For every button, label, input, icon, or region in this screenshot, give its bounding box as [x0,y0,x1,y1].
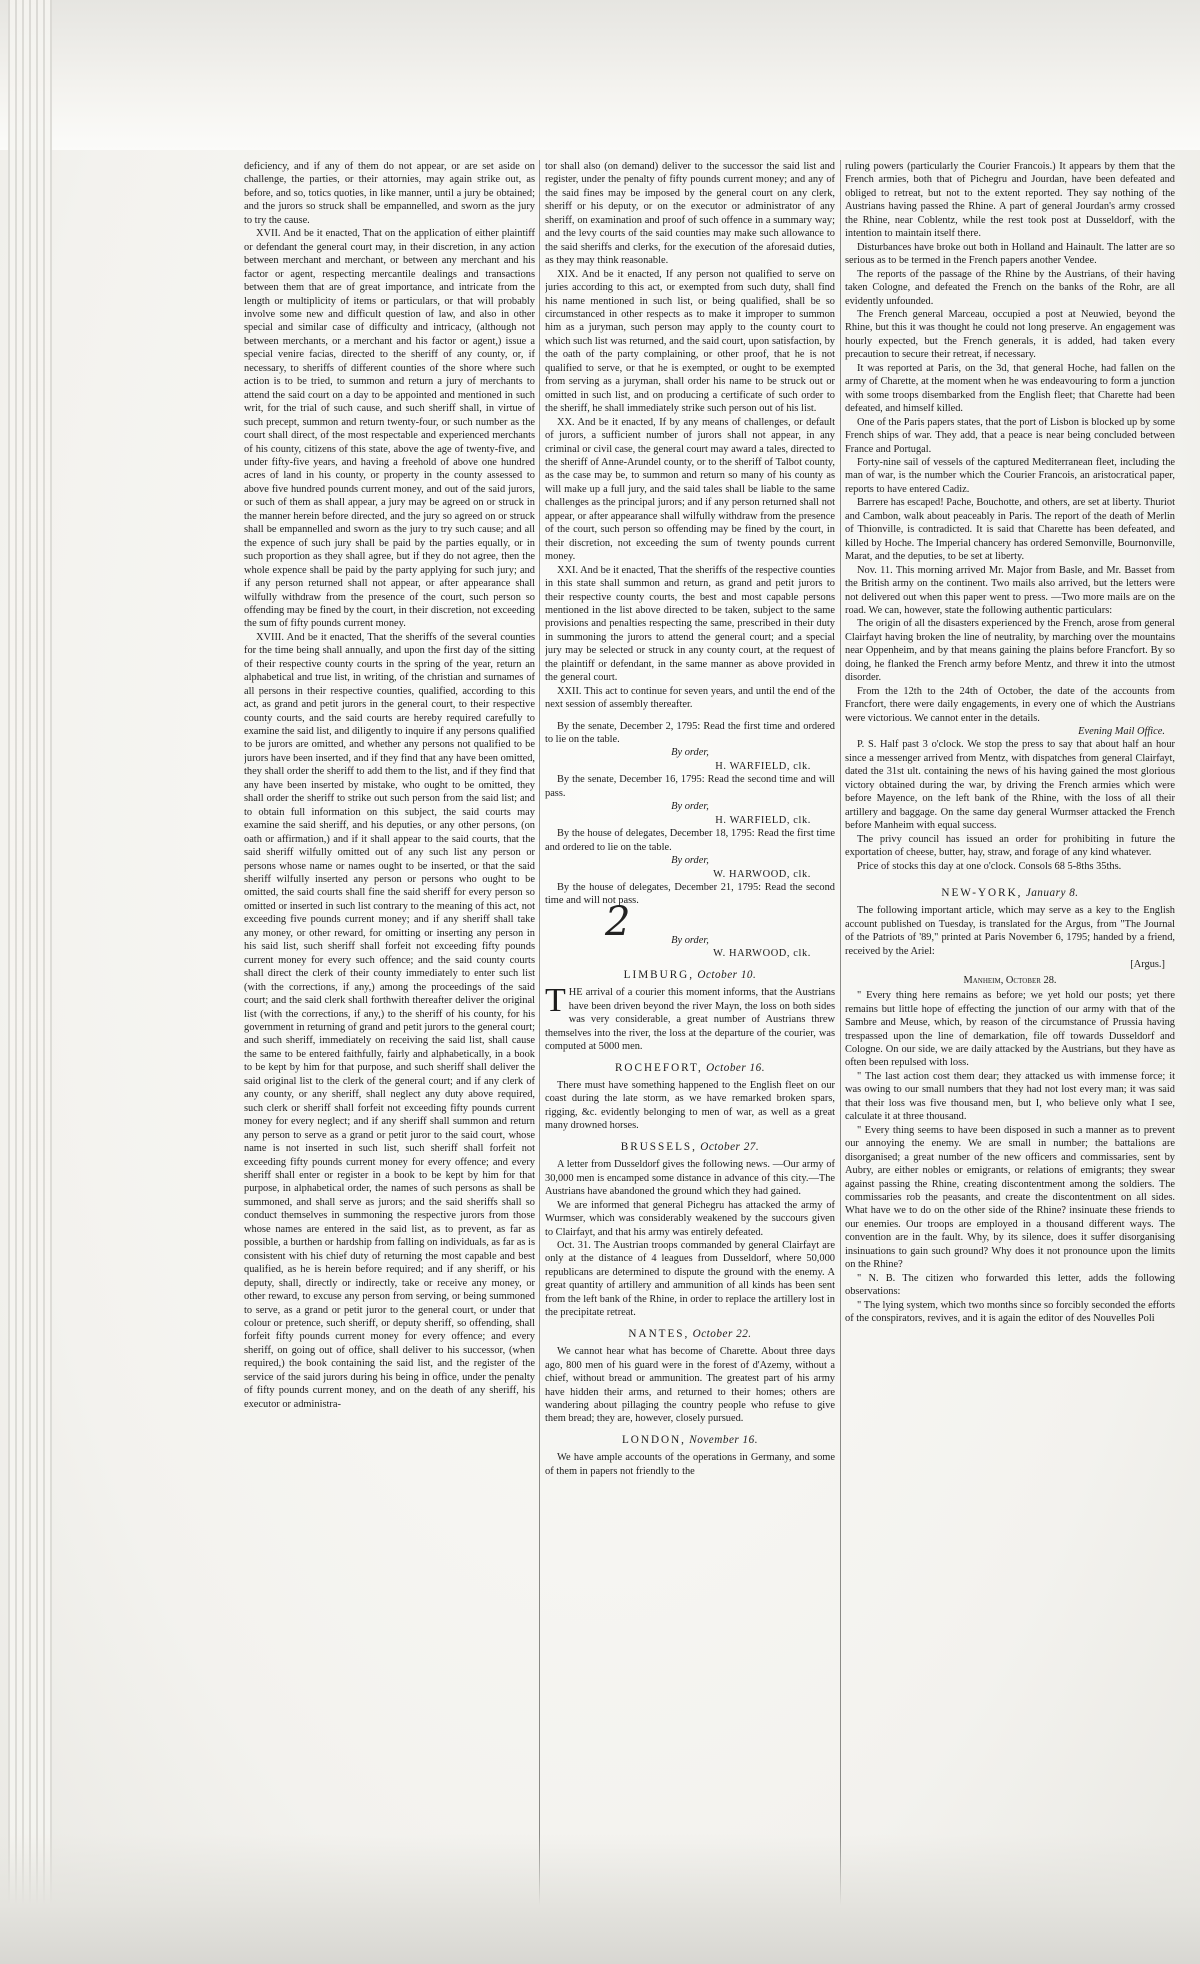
house-reading-2: By the house of delegates, December 21, 1795: Read the second time and will not pass. [545,882,835,907]
dateline-manheim: Manheim, October 28. [963,974,1057,986]
scan-bottom-shadow [0,1834,1200,1964]
paragraph: The origin of all the disasters experienced by the French, arose from general Clairfayt having broken the line of neutrality, by marching over the mountains near Oppenheim, and by that means gaining the plains before Francfort. By so doing, he flanked the French army before Mentz, and threw it into the utmost disorder. [845,618,1175,684]
evening-mail-office: Evening Mail Office. [1078,726,1165,738]
handwritten-page-number: 2 [605,898,631,945]
column-3 [845,160,1175,1950]
act-section-xxii: XXII. This act to continue for seven years, and until the end of the next session of assembly thereafter. [545,685,835,711]
news-item-london: We have ample accounts of the operations in Germany, and some of them in papers not friendly to the [545,1452,835,1477]
news-item-nantes: We cannot hear what has become of Charette. About three days ago, 800 men of his guard were in the forest of d'Azemy, without a chief, without bread or ammunition. The greatest part of his army have hidden their arms, and returned to their homes; others are wandering about pillaging the country people who refuse to give them bread; they are, however, closely pursued. [545,1346,835,1425]
paragraph: ruling powers (particularly the Courier Francois.) It appears by them that the French armies, both that of Pichegru and Jourdan, have been defeated and obliged to retreat, but not to the extent reported. They say nothing of the Austrians having passed the Rhine. A part of general Jourdan's army crossed the Rhine, near Coblentz, while the rest took post at Dusseldorf, with the intention to maintain itself there. [845,161,1175,240]
news-item-brussels: A letter from Dusseldorf gives the following news. —Our army of 30,000 men is encamped some distance in advance of this city.—The Austrians have abandoned the ground which they had gained. [545,1159,835,1198]
news-item-limburg: THE arrival of a courier this moment informs, that the Austrians have been driven beyond the river Mayn, the loss on both sides was very considerable, a great number of Austrians threw themselves into the river, the loss at the departure of the courier, was computed at 5000 men. [545,982,835,1053]
dateline-rochefort: ROCHEFORT, October 16. [614,1061,766,1074]
by-order: By order, [671,934,709,946]
clerk-signature: H. WARFIELD, clk. [715,814,811,826]
news-item-rochefort: There must have something happened to the English fleet on our coast during the late storm, as we have remarked broken spars, rigging, &c. evidently belonging to men of war, as well as a great many drowned horses. [545,1080,835,1132]
act-section-xix: XIX. And be it enacted, If any person not qualified to serve on juries according to this act, or exempted from such duty, shall find his name mentioned in such list, or being qualified, shall be so circumstanced in other respects as to make it improper to summon him as a juryman, such person may apply to the county court to which such list was returned, and the said court, upon satisfaction, by the oath of the party complaining, or other proof, that he is not qualified to serve, or that he is exempted, or ought to be exempted from serving as a juryman, shall order his name to be struck out or omitted in such list, and on producing a certificate of such order to the sheriff, he shall immediately strike such person out of his list. [545,268,835,415]
dateline-new-york: NEW-YORK, January 8. [941,887,1079,900]
paragraph: " The lying system, which two months since so forcibly seconded the efforts of the conspirators, revives, and it is again the editor of des Nouvelles Poli [845,1299,1175,1325]
dateline-limburg: LIMBURG, October 10. [623,968,757,981]
paragraph: " Every thing seems to have been disposed in such a manner as to prevent our annoying the enemy. We are small in number; the battalions are disorganised; a great number of the new officers and commissaries, sent by Aubry, are either nobles or emigrants, or relations of emigrants; they swear against passing the Rhine, creating discontentment among the soldiers. The commissaries rob the peasants, and create the discontentment on all sides. What have we to do on the other side of the Rhine? insinuate these friends to our enemies. Our troops are employed in a thousand different ways. The convention are in the fault. Why, by its silence, does it suffer disorganising insinuations to gain such ground? Why does it not pronounce upon the limits on the Rhine? [845,1124,1175,1271]
paragraph: From the 12th to the 24th of October, the date of the accounts from Francfort, there were daily engagements, in every one of which the Austrians were victorious. We cannot enter in the details. [845,685,1175,724]
paragraph: tor shall also (on demand) deliver to the successor the said list and register, under the penalty of fifty pounds current money; and any of the said fines may be imposed by the general court on any clerk, sheriff or his deputy, or on the executor or administrator of any sheriff, on examination and proof of such offence in a summary way; and the levy courts of the said counties may make such allowance to the said sheriffs and clerks, for the execution of the aforesaid duties, as they may think reasonable. [545,161,835,267]
act-section-xviii: XVIII. And be it enacted, That the sheriffs of the several counties for the time being shall annually, and upon the first day of the sitting of their respective county courts in the spring of the year, return an alphabetical and true list, in writing, of the christian and surnames of all persons in their respective counties, qualified, according to this act, as grand and petit jurors in the general court, to their respective county courts, and the said courts are hereby required carefully to examine the said list, and diligently to inquire if any persons qualified to be jurors are omitted, and whether any persons not qualified to be jurors have been inserted, and if they find that any have been omitted, they shall order the sheriff to add them to the list, and if they find that any have been inserted by mistake, who ought to be omitted, they shall order the sheriff to strike out such person from the said list; and to obtain full information on this subject, the said courts may examine the said sheriff, and his deputies, or any other persons, (on oath or affirmation,) and if it shall appear to the said courts, that the said sheriff wilfully omitted out of any such list any person or persons whose name or names ought to be inserted, or that the said sheriff wilfully inserted any person or persons who ought to be omitted, the said courts shall fine the said sheriff for every person so omitted or inserted in such list contrary to the meaning of this act, not exceeding five pounds current money; and if any sheriff shall take any money, or other reward, for omitting or inserting any person in his said list, such sheriff shall forfeit not exceeding fifty pounds current money for every such offence; and the said county courts shall direct the clerk of their county immediately to enter such list (with the corrections, if any,) among the proceedings of the said court; and the said clerk shall forthwith thereafter deliver the original list (with the corrections, if any,) to the sheriff of his county, for his government in returning of grand and petit jurors to the general court; and such sheriff, immediately on receiving the said list, shall cause the same to be entered faithfully, fairly and alphabetically, in a book to be kept by him for that purpose, and such sheriff shall deliver the said original list to the clerk of the general court; and if any clerk of any county, or any sheriff, shall neglect any duty above required, such clerk or sheriff shall forfeit not exceeding fifty pounds current money for every neglect; and if any sheriff shall summon and return any person to serve as a grand or petit juror to the said court, whose name is not inserted in such list, such sheriff shall forfeit not exceeding fifty pounds current money for every offence; and every sheriff shall enter or register in a book to be kept by him for that purpose, in alphabetical order, the names of such persons as shall be summoned, and shall serve as jurors; and the said sheriffs shall so conduct themselves in summoning the respective jurors from those whose names are entered in the said list, as to prevent, as far as possible, a burthen or hardship from falling on individuals, as far as is consistent with his chief duty of returning the most capable and best qualified, as he is herein before required; and if any sheriff, or his deputy, shall, directly or indirectly, take or receive any money, or other reward, to excuse any person from serving, or being summoned to serve, as a grand or petit juror to the general court, or under that colour or pretence, such sheriff, or deputy sheriff, so offending, shall forfeit fifty pounds current money for every offence; and every sheriff, on going out of office, shall deliver to his successor, (when required,) the book containing the said list, and the register of the service of the said jurors during his being in office, under the penalty of fifty pounds current money, and on the death of any sheriff, his executor or administra- [244,631,535,1410]
act-section-xx: XX. And be it enacted, If by any means of challenges, or default of jurors, a sufficient number of jurors shall not appear, in any criminal or civil case, the general court may award a tales, directed to the sheriff of Anne-Arundel county, or to the sheriff of Talbot county, as the case may be, to summon and return so many of his county as will make up a full jury, and the said tales shall be liable to the same challenges as the principal jurors; and if any person returned shall not appear, or after appearance shall wilfully withdraw from the presence of the court, such person so offending may be fined by the court, in their discretion, not exceeding the sum of twenty pounds current money. [545,416,835,563]
binding-edge [8,0,52,1964]
paragraph: deficiency, and if any of them do not appear, or are set aside on challenge, the parties, or their attornies, may again strike out, as before, and so, totics quoties, in like manner, until a jury be obtained; and the jurors so struck shall be empannelled, and sworn as the jury to try the cause. [244,161,535,226]
news-item-brussels: Oct. 31. The Austrian troops commanded by general Clairfayt are only at the distance of 4 leagues from Dusseldorf, where 50,000 republicans are determined to dispute the ground with the enemy. A great quantity of artillery and ammunition of all kinds has been sent from the left bank of the Rhine, in order to replace the artillery lost in the precipitate retreat. [545,1239,835,1319]
paragraph: Forty-nine sail of vessels of the captured Mediterranean fleet, including the man of war, is the number which the Courier Francois, an aristocratical paper, reports to have entered Cadiz. [845,456,1175,495]
news-item-brussels: We are informed that general Pichegru has attacked the army of Wurmser, which was considerably weakened by the succours given to Clairfayt, and that his army was entirely defeated. [545,1199,835,1238]
paragraph: Nov. 11. This morning arrived Mr. Major from Basle, and Mr. Basset from the British army on the continent. Two mails also arrived, but the letters were not delivered out when this paper went to press. —Two more mails are on the road. We can, however, state the following authentic particulars: [845,564,1175,616]
clerk-signature: W. HARWOOD, clk. [713,948,811,960]
act-section-xxi: XXI. And be it enacted, That the sheriffs of the respective counties in this state shall summon and return, as grand and petit jurors to their respective county courts, the best and most capable persons mentioned in the list above directed to be taken, subject to the same provisions and penalties respecting the same, prescribed in their duty in summoning the jurors to attend the general court; and a special jury may be selected or struck in any county court, at the request of the plaintiff or defendant, in the same manner as above provided in the general court. [545,564,835,684]
paragraph: " N. B. The citizen who forwarded this letter, adds the following observations: [845,1272,1175,1298]
senate-reading-1: By the senate, December 2, 1795: Read the first time and ordered to lie on the table. [545,720,835,746]
clerk-signature: W. HARWOOD, clk. [713,868,811,880]
paragraph: " The last action cost them dear; they attacked us with immense force; it was owing to our small numbers that they had not lost every man; it was said that their loss was five thousand men, but I, who believe only what I see, calculate it at three thousand. [845,1070,1175,1123]
paragraph: It was reported at Paris, on the 3d, that general Hoche, had fallen on the army of Charette, at the moment when he was endeavouring to form a junction with some troops disembarked from the English fleet; that Charette had been defeated, and himself killed. [845,362,1175,415]
dateline-brussels: BRUSSELS, October 27. [620,1140,760,1153]
house-reading-1: By the house of delegates, December 18, 1795: Read the first time and ordered to lie on the table. [545,828,835,853]
by-order: By order, [671,855,709,867]
paragraph: The reports of the passage of the Rhine by the Austrians, of their having taken Cologne, and defeated the French on the banks of the Rohr, are all evidently unfounded. [845,268,1175,307]
paragraph: Disturbances have broke out both in Holland and Hainault. The latter are so serious as to be termed in the French papers another Vendee. [845,241,1175,267]
senate-reading-2: By the senate, December 16, 1795: Read the second time and will pass. [545,774,835,799]
paragraph: One of the Paris papers states, that the port of Lisbon is blocked up by some French ships of war. They add, that a peace is near being concluded between France and Portugal. [845,416,1175,455]
paragraph: " Every thing here remains as before; we yet hold our posts; yet there remains but little hope of effecting the junction of our army with that of the Sambre and Meuse, which, by reason of the circumstance of Prussia having trespassed upon the line of demarkation, file off towards Dusseldorf and Cologne. On our side, we are daily attacked by the Austrians, but they have as often been repulsed with loss. [845,990,1175,1069]
paragraph: Price of stocks this day at one o'clock. Consols 68 5-8ths 35ths. [857,860,1122,872]
by-order: By order, [671,801,709,813]
by-order: By order, [671,747,709,759]
act-section-xvii: XVII. And be it enacted, That on the application of either plaintiff or defendant the general court may, in their discretion, in any action between merchant and merchant, or between any merchant and his factor or agent, respecting mercantile dealings and transactions between them that are of great importance, and intricate from the length or multiplicity of items or particulars, or that will probably involve some new and difficult question of law, and also in other special and similar case of difficulty and intricacy, (although not between merchants, or a merchant and his factor or agent,) issue a special venire facias, directed to the sheriff of any county, or, if necessary, to sheriffs of different counties of the shore where such action is to be tried, to summon and return a jury of merchants to attend the said court on a day to be appointed and mentioned in such writ, for the trial of such cause, and such sheriff shall, in virtue of such precept, summon and return twenty-four, or such number as the court shall direct, of the most respectable and experienced merchants of his county, citizens of this state, above the age of twenty-five, and under fifty-five years, and having a freehold of above one hundred acres of land in his county, or property in the county assessed to above five hundred pounds current money, and out of the said jurors, or such of them as shall appear, a jury may be agreed on or struck in the manner herein before directed, and the jury so agreed on or struck shall be empannelled and sworn as the jury to try such cause; and all the expence of such jury shall be paid by the parties equally, or in such proportion as they shall agree, but if they do not agree, then the whole expence shall be paid by the party applying for such jury; and if any person returned shall not appear, or after appearance shall wilfully withdraw from the presence of the court, such person so offending may be fined by the court, in their discretion, not exceeding the sum of fifty pounds current money. [244,228,535,630]
column-1 [244,160,535,1950]
column-rule-1 [539,160,540,1940]
paragraph: Barrere has escaped! Pache, Bouchotte, and others, are set at liberty. Thuriot and Cambon, walk about peaceably in Paris. The report of the death of Merlin of Thionville, is contradicted. It is said that Charette has been defeated, and killed by Hoche. The Imperial chancery has ordered Semonville, Bournonville, Marat, and the deputies, to be set at liberty. [845,497,1175,563]
clerk-signature: H. WARFIELD, clk. [715,760,811,772]
paragraph: The following important article, which may serve as a key to the English account published on Tuesday, is translated for the Argus, from "The Journal of the Patriots of '89," printed at Paris November 6, 1795; handed by a friend, received by the Ariel: [845,905,1175,957]
column-rule-2 [840,160,841,1940]
dateline-london: LONDON, November 16. [621,1433,759,1446]
paragraph: P. S. Half past 3 o'clock. We stop the press to say that about half an hour since a messenger arrived from Mentz, with dispatches from general Clairfayt, dated the 31st ult. containing the news of his having gained the most glorious victory obtained during the war, by driving the French armies which were before Mayence, on the left bank of the Rhine, with the loss of all their artillery and baggage. On the same day general Wurmser attacked the French before Manheim with equal success. [845,739,1175,832]
scan-top-shadow [0,0,1200,150]
source-credit: [Argus.] [1130,959,1165,971]
paragraph: The privy council has issued an order for prohibiting in future the exportation of cheese, butter, hay, straw, and forage of any kind whatever. [845,833,1175,859]
column-2 [545,160,835,1950]
dateline-nantes: NANTES, October 22. [628,1327,752,1340]
paragraph: The French general Marceau, occupied a post at Neuwied, beyond the Rhine, but this it was thought he could not long preserve. An engagement was hourly expected, but the French generals, it is added, had taken every precaution to secure their retreat, if necessary. [845,308,1175,361]
